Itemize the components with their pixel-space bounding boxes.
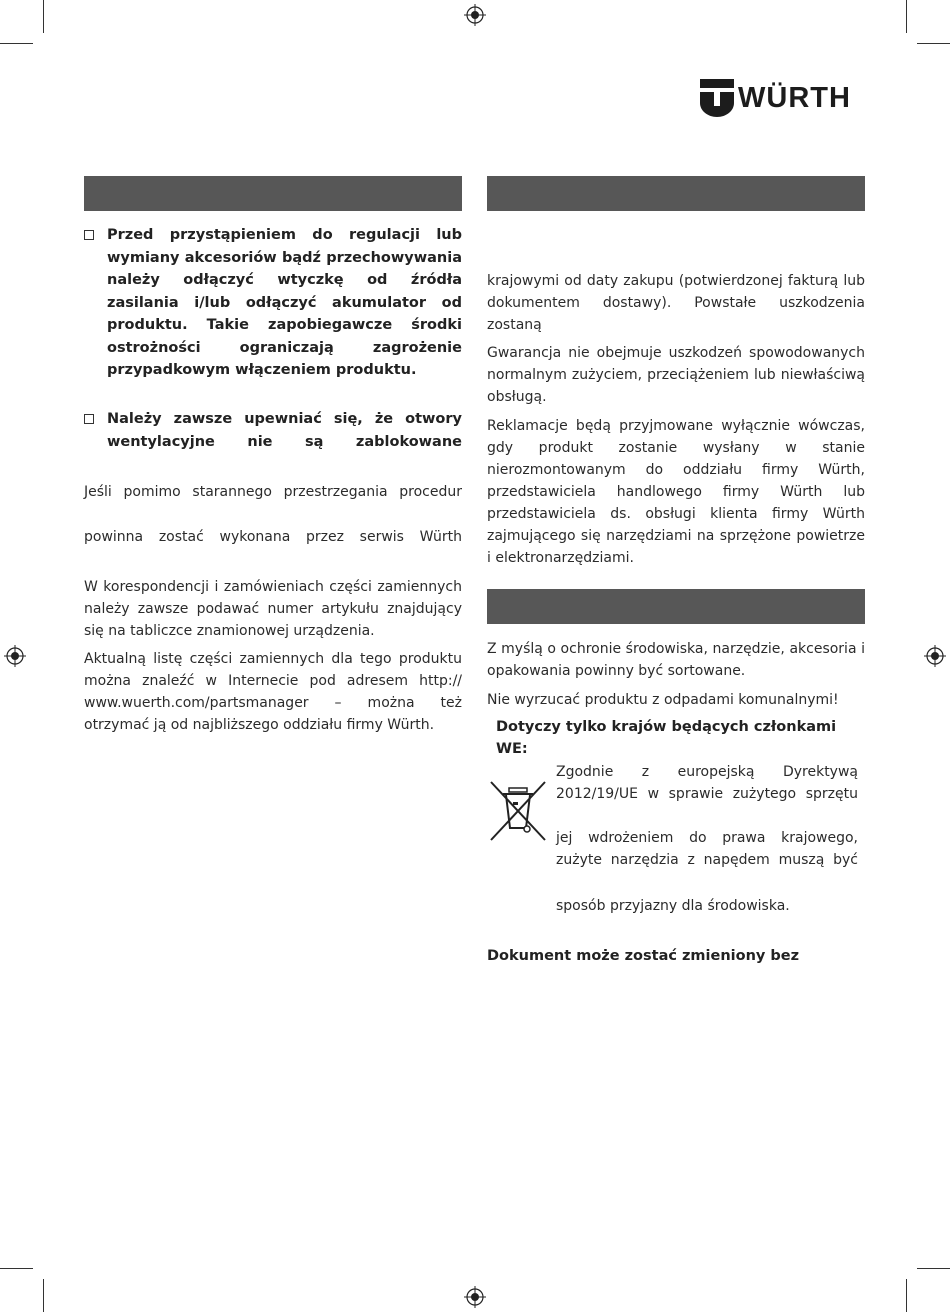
crop-mark (906, 0, 907, 33)
eu-heading: Dotyczy tylko krajów będących członkami WE: (496, 719, 837, 757)
crop-mark (917, 1268, 950, 1269)
eu-text-3: sposób przyjazny dla środowiska. (556, 898, 790, 914)
crop-mark (906, 1279, 907, 1312)
spare-parts-text-1: W korespondencji i zamówieniach części zamiennych należy zawsze podawać numer artykułu znajdujący się na tabliczce znamionowej urządzenia. (84, 579, 462, 639)
warranty-text-2: Gwarancja nie obejmuje uszkodzeń spowodowanych normalnym zużyciem, przeciążeniem lub niewłaściwą obsługą. (487, 345, 865, 405)
crop-mark (917, 43, 950, 44)
crop-mark (43, 1279, 44, 1312)
checkbox-bullet-icon (84, 230, 94, 240)
spare-parts-text-2: Aktualną listę części zamiennych dla tego produktu można znaleźć w Internecie pod adresem http:// www.wuerth.com/partsmanager – można też otrzymać ją od najbliższego oddziału firmy Würth. (84, 651, 462, 733)
crop-mark (0, 43, 33, 44)
checkbox-bullet-icon (84, 414, 94, 424)
section-header-bar (487, 589, 865, 624)
bullet-text: Przed przystąpieniem do regulacji lub wymiany akcesoriów bądź przechowywania należy odłączyć wtyczkę od źródła zasilania i/lub odłączyć akumulator od produktu. Takie zapobiegawcze środki ostrożności ograniczają zagrożenie przypadkowym włączeniem produktu. (107, 227, 462, 378)
disposal-text-1: Z myślą o ochronie środowiska, narzędzie, akcesoria i opakowania powinny być sortowane. (487, 641, 865, 679)
warranty-text-1: krajowymi od daty zakupu (potwierdzonej fakturą lub dokumentem dostawy). Powstałe uszkodzenia zostaną (487, 273, 865, 333)
brand-name: WÜRTH (738, 82, 851, 114)
service-text-2: powinna zostać wykonana przez serwis Würth (84, 529, 462, 545)
crop-mark (0, 1268, 33, 1269)
footer-note: Dokument może zostać zmieniony bez (487, 948, 800, 964)
registration-mark-icon (924, 645, 946, 667)
section-header-bar (84, 176, 462, 211)
eu-text-2: jej wdrożeniem do prawa krajowego, zużyte narzędzia z napędem muszą być (556, 830, 858, 868)
registration-mark-icon (464, 4, 486, 26)
disposal-text-2: Nie wyrzucać produktu z odpadami komunalnymi! (487, 692, 839, 708)
crop-mark (43, 0, 44, 33)
wurth-logo-icon (700, 79, 734, 117)
registration-mark-icon (464, 1286, 486, 1308)
brand-logo (700, 79, 851, 117)
service-text-1: Jeśli pomimo starannego przestrzegania procedur (84, 484, 462, 500)
eu-text-1: Zgodnie z europejską Dyrektywą 2012/19/UE w sprawie zużytego sprzętu (556, 764, 858, 802)
crossed-out-bin-icon (489, 778, 547, 842)
warranty-text-3: Reklamacje będą przyjmowane wyłącznie wówczas, gdy produkt zostanie wysłany w stanie nierozmontowanym do oddziału firmy Würth, przedstawiciela handlowego firmy Würth lub przedstawiciela ds. obsługi klienta firmy Würth zajmującego się narzędziami na sprzężone powietrze i elektronarzędziami. (487, 418, 865, 566)
section-header-bar (487, 176, 865, 211)
registration-mark-icon (4, 645, 26, 667)
bullet-text: Należy zawsze upewniać się, że otwory wentylacyjne nie są zablokowane (107, 411, 462, 450)
